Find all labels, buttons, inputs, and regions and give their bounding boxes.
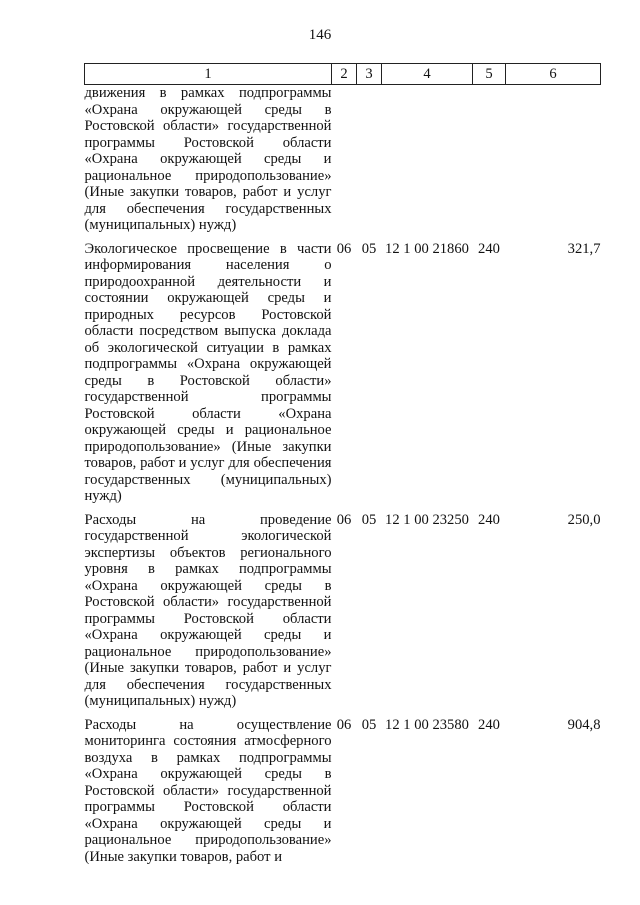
row-subsection-code: 05 (361, 240, 377, 257)
row-target-article (382, 85, 473, 234)
row-subsection-code: 05 (361, 511, 377, 528)
row-section-code (332, 85, 357, 234)
table-row (85, 241, 601, 505)
row-section-code: 06 (336, 716, 352, 733)
row-subsection-code: 05 (361, 716, 377, 733)
row-subsection-code (357, 85, 382, 234)
row-expense-type (473, 85, 506, 234)
table-row (85, 85, 601, 234)
row-description: Расходы на проведение государственной экологической экспертизы объектов регионального уровня в рамках подпрограммы «Охрана окружающей среды в Ростовской области» государственной программы Ростовской области «Охрана окружающей среды и рациональное природопользование» (Иные закупки товаров, работ и услуг для обеспечения государственных (муниципальных) нужд) (84, 511, 332, 709)
row-amount: 250,0 (567, 511, 601, 528)
row-amount (506, 85, 601, 234)
row-description: Расходы на осуществление мониторинга состояния атмосферного воздуха в рамках подпрограммы «Охрана окружающей среды в Ростовской области» государственной программы Ростовской области «Охрана окружающей среды и рациональное природопользование» (Иные закупки товаров, работ и (84, 716, 332, 865)
column-header-6: 6 (506, 64, 601, 85)
column-header-5: 5 (473, 64, 506, 85)
row-expense-type: 240 (478, 240, 500, 257)
row-amount: 321,7 (567, 240, 601, 257)
row-separator (85, 505, 601, 512)
table-header-row (85, 64, 601, 85)
row-description: Экологическое просвещение в части информирования населения о природоохранной деятельности и состоянии окружающей среды и природных ресурсов Ростовской области посредством выпуска доклада об экологической ситуации в рамках подпрограммы «Охрана окружающей среды в Ростовской области» государственной программы Ростовской области «Охрана окружающей среды и рациональное природопользование» (Иные закупки товаров, работ и услуг для обеспечения государственных (муниципальных) нужд) (84, 240, 332, 504)
column-header-1: 1 (85, 64, 332, 85)
row-expense-type: 240 (478, 511, 500, 528)
row-separator (85, 710, 601, 717)
page-number: 146 (308, 27, 332, 43)
row-separator (85, 234, 601, 241)
row-description: движения в рамках подпрограммы «Охрана окружающей среды в Ростовской области» государственной программы Ростовской области «Охрана окружающей среды и рациональное природопользование» (Иные закупки товаров, работ и услуг для обеспечения государственных (муниципальных) нужд) (84, 85, 332, 233)
column-header-4: 4 (382, 64, 473, 85)
table-row (85, 512, 601, 710)
row-amount: 904,8 (567, 716, 601, 733)
column-header-2: 2 (332, 64, 357, 85)
row-section-code: 06 (336, 240, 352, 257)
row-target-article: 12 1 00 23580 (385, 716, 469, 733)
budget-table (84, 63, 601, 865)
column-header-3: 3 (357, 64, 382, 85)
row-section-code: 06 (336, 511, 352, 528)
row-target-article: 12 1 00 23250 (385, 511, 469, 528)
row-target-article: 12 1 00 21860 (385, 240, 469, 257)
table-row (85, 717, 601, 866)
row-expense-type: 240 (478, 716, 500, 733)
